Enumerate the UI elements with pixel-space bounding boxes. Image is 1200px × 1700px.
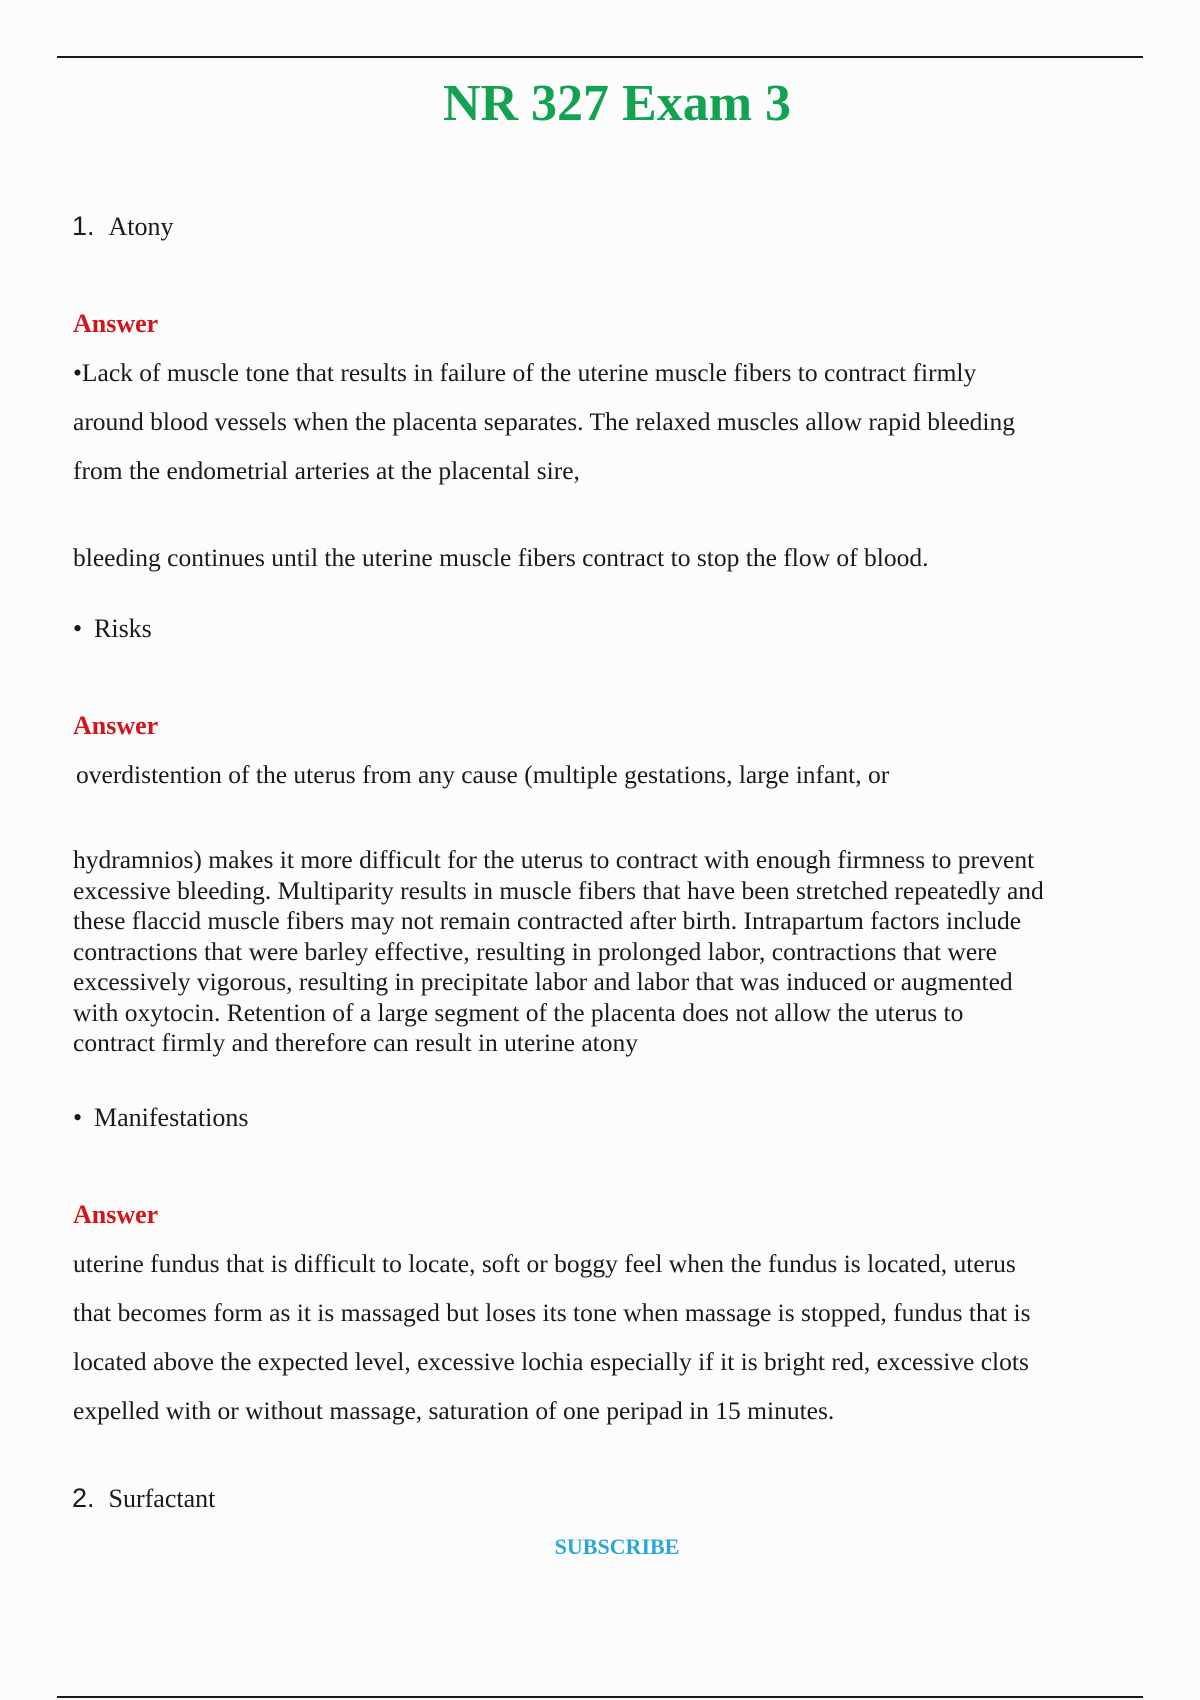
answer-line: around blood vessels when the placenta separates. The relaxed muscles allow rapid bleeding [73,407,1016,436]
answer-line: contract firmly and therefore can result in uterine atony [73,1028,639,1057]
answer-text [73,1239,1153,1435]
top-rule [57,56,1143,58]
answer-text [76,750,1156,799]
answer-line: •Lack of muscle tone that results in failure of the uterine muscle fibers to contract firmly [73,358,977,387]
question-2 [72,1481,215,1516]
answer-line: these flaccid muscle fibers may not remain contracted after birth. Intrapartum factors include [73,906,1022,935]
page-title: NR 327 Exam 3 [442,75,792,132]
bullet-icon: • [73,1103,83,1132]
question-term: Surfactant [108,1484,216,1513]
subitem-label: Risks [94,614,152,643]
question-number: 2. [72,1483,95,1513]
answer-line: from the endometrial arteries at the placental sire, [73,456,580,485]
question-number: 1. [72,211,95,241]
question-term: Atony [108,212,174,241]
answer-line: expelled with or without massage, saturation of one peripad in 15 minutes. [73,1396,835,1425]
bullet-icon: • [73,614,83,643]
answer-text [73,348,1153,495]
answer-label: Answer [73,309,159,338]
answer-line: that becomes form as it is massaged but loses its tone when massage is stopped, fundus that is [73,1298,1031,1327]
answer-text-continued [73,845,1153,1059]
answer-line: uterine fundus that is difficult to locate, soft or boggy feel when the fundus is located, uterus [73,1249,1016,1278]
answer-label: Answer [73,1200,159,1229]
answer-text-continued [73,533,1153,582]
subitem-label: Manifestations [94,1103,249,1132]
answer-label: Answer [73,711,159,740]
answer-line: overdistention of the uterus from any cause (multiple gestations, large infant, or [76,760,890,789]
answer-line: contractions that were barley effective, resulting in prolonged labor, contractions that were [73,936,997,966]
answer-line: located above the expected level, excessive lochia especially if it is bright red, excessive clots [73,1347,1029,1376]
subitem-risks [73,612,152,646]
answer-line: excessive bleeding. Multiparity results in muscle fibers that have been stretched repeatedly and [73,875,1044,905]
subscribe-link[interactable]: SUBSCRIBE [554,1534,680,1559]
answer-line: with oxytocin. Retention of a large segment of the placenta does not allow the uterus to [73,997,964,1027]
answer-line: bleeding continues until the uterine muscle fibers contract to stop the flow of blood. [73,543,929,572]
answer-line: hydramnios) makes it more difficult for the uterus to contract with enough firmness to prevent [73,845,1035,874]
answer-line: excessively vigorous, resulting in precipitate labor and labor that was induced or augmented [73,967,1013,996]
question-1 [72,209,174,244]
bottom-rule [57,1696,1143,1698]
subitem-manifestations [73,1101,249,1135]
